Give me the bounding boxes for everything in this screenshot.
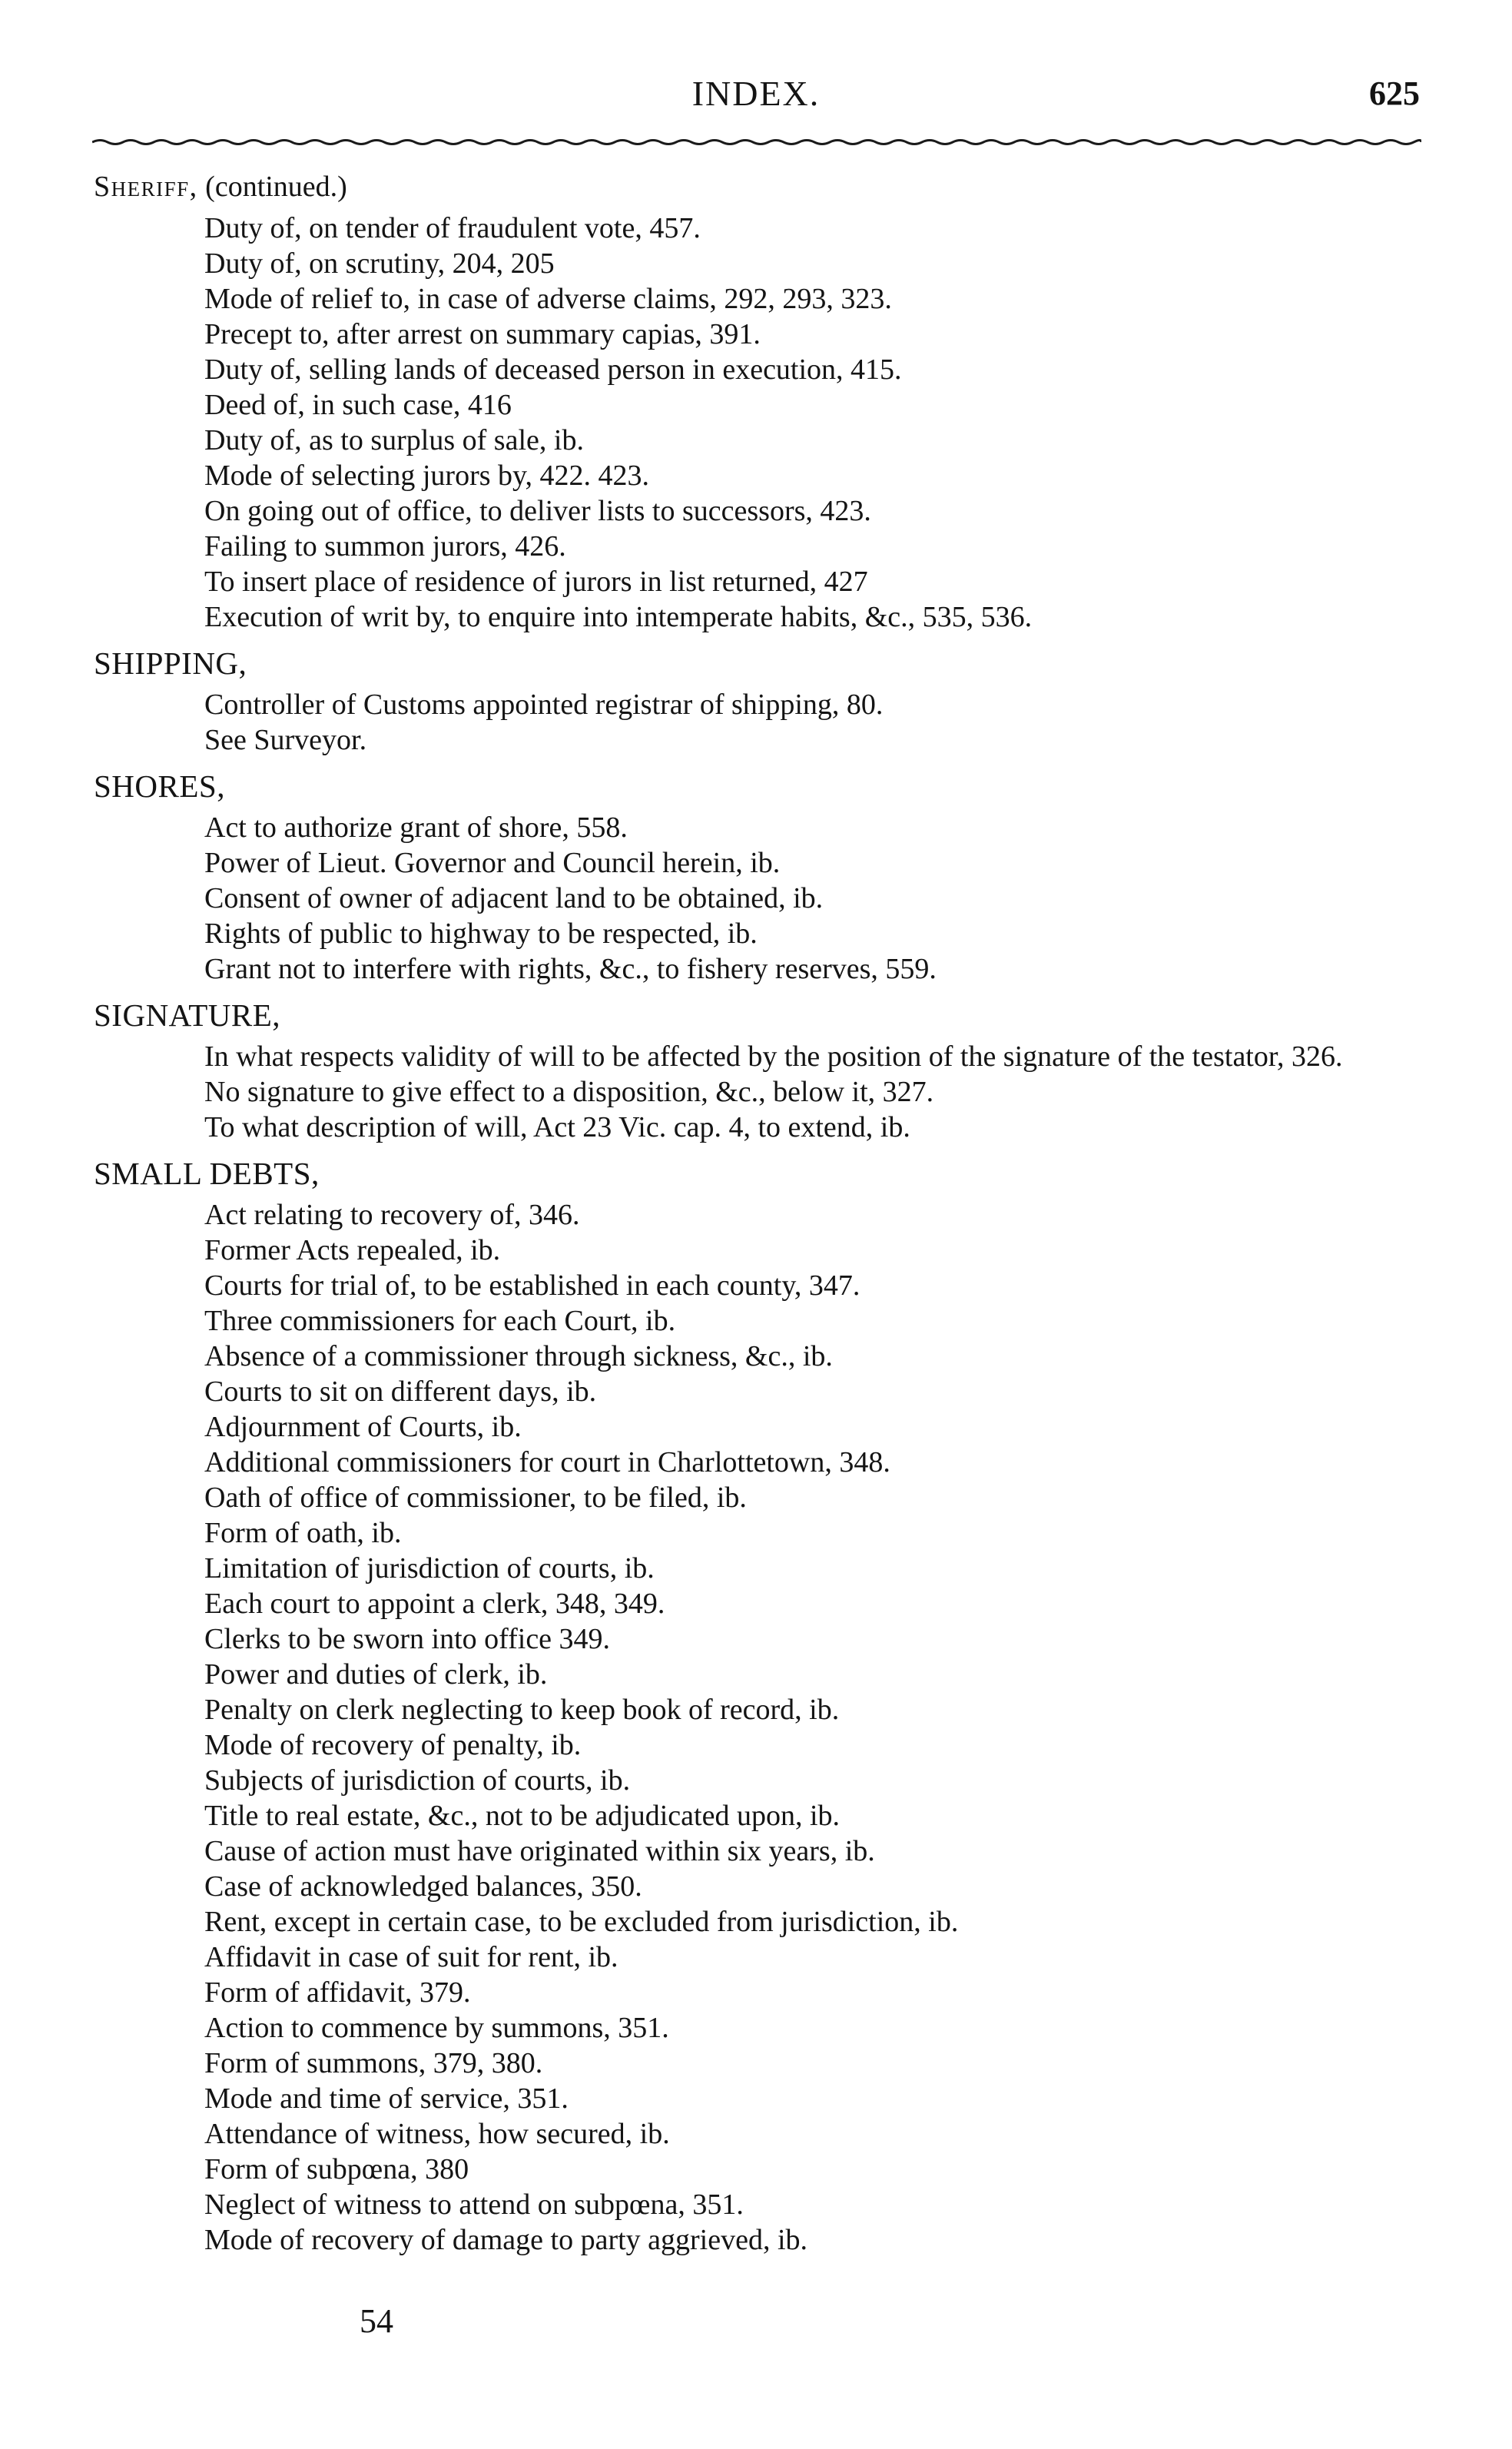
subentry-line: Action to commence by summons, 351. [204, 2012, 669, 2044]
subentry-line: Precept to, after arrest on summary capias, 391. [204, 318, 761, 350]
entry-heading-text: SHIPPING, [94, 645, 247, 681]
entry-subentries [94, 211, 1438, 635]
subentry-line: Penalty on clerk neglecting to keep book of record, ib. [204, 1694, 840, 1726]
subentry-line: Duty of, on scrutiny, 204, 205 [204, 247, 555, 280]
subentry-line: Each court to appoint a clerk, 348, 349. [204, 1588, 665, 1620]
index-entry [94, 1156, 1438, 2258]
entry-subentries [94, 687, 1438, 758]
subentry-line: Form of subpœna, 380 [204, 2153, 469, 2185]
subentry-line: No signature to give effect to a disposition, &c., below it, 327. [204, 1076, 934, 1108]
subentry-line: Cause of action must have originated within six years, ib. [204, 1835, 875, 1867]
subentry-line: Execution of writ by, to enquire into intemperate habits, &c., 535, 536. [204, 601, 1033, 633]
subentry-line: Courts for trial of, to be established in each county, 347. [204, 1269, 860, 1302]
subentry-line: Form of summons, 379, 380. [204, 2047, 543, 2079]
entry-heading [94, 1156, 1438, 1197]
entry-subentries [94, 1039, 1438, 1145]
subentry-line: Title to real estate, &c., not to be adjudicated upon, ib. [204, 1800, 841, 1832]
subentry-line: Act to authorize grant of shore, 558. [204, 811, 628, 844]
subentry-line: See Surveyor. [204, 724, 367, 756]
subentry-line: Additional commissioners for court in Charlottetown, 348. [204, 1446, 890, 1478]
subentry-line: Clerks to be sworn into office 349. [204, 1623, 611, 1655]
subentry-line: Duty of, as to surplus of sale, ib. [204, 424, 584, 456]
subentry-line: Act relating to recovery of, 346. [204, 1199, 580, 1231]
subentry-line: Limitation of jurisdiction of courts, ib. [204, 1552, 655, 1585]
entry-subentries [94, 1197, 1438, 2258]
subentry-line: Consent of owner of adjacent land to be obtained, ib. [204, 882, 824, 914]
subentry-line: Controller of Customs appointed registrar of shipping, 80. [204, 689, 884, 721]
subentry-line: Subjects of jurisdiction of courts, ib. [204, 1764, 631, 1797]
entry-subentries [94, 810, 1438, 987]
subentry-line: On going out of office, to deliver lists to successors, 423. [204, 495, 871, 527]
index-entry [94, 768, 1438, 987]
subentry-line: Oath of office of commissioner, to be filed, ib. [204, 1482, 747, 1514]
subentry-line: Mode of relief to, in case of adverse claims, 292, 293, 323. [204, 283, 892, 315]
subentry-line: Courts to sit on different days, ib. [204, 1375, 597, 1408]
subentry-line: Grant not to interfere with rights, &c., to fishery reserves, 559. [204, 953, 937, 985]
subentry-line: To insert place of residence of jurors in list returned, 427 [204, 566, 868, 598]
subentry-line: Form of oath, ib. [204, 1517, 402, 1549]
entry-heading [94, 997, 1438, 1039]
subentry-line: In what respects validity of will to be affected by the position of the signature of the testator, 326. [204, 1040, 1343, 1073]
subentry-line: Duty of, selling lands of deceased person in execution, 415. [204, 353, 902, 386]
subentry-line: Rights of public to highway to be respected, ib. [204, 918, 758, 950]
entry-heading-text: SMALL DEBTS, [94, 1156, 320, 1191]
subentry-line: Attendance of witness, how secured, ib. [204, 2118, 670, 2150]
subentry-line: Absence of a commissioner through sickness, &c., ib. [204, 1340, 833, 1372]
index-entry [94, 997, 1438, 1145]
subentry-line: Power and duties of clerk, ib. [204, 1658, 548, 1691]
subentry-line: Rent, except in certain case, to be excluded from jurisdiction, ib. [204, 1906, 959, 1938]
entry-heading [94, 169, 1438, 211]
subentry-line: Failing to summon jurors, 426. [204, 530, 566, 562]
index-entry [94, 169, 1438, 635]
subentry-line: Adjournment of Courts, ib. [204, 1411, 522, 1443]
index-entry [94, 645, 1438, 758]
subentry-line: Mode of recovery of damage to party aggrieved, ib. [204, 2224, 808, 2256]
subentry-line: Form of affidavit, 379. [204, 1976, 471, 2009]
running-head [0, 71, 1512, 117]
subentry-line: Mode of selecting jurors by, 422. 423. [204, 460, 650, 492]
entry-heading-text: SHORES, [94, 768, 225, 804]
signature-folio: 54 [360, 2302, 393, 2340]
entry-heading-note: (continued.) [197, 171, 347, 203]
subentry-line: Duty of, on tender of fraudulent vote, 457. [204, 212, 701, 244]
entry-heading-text: Sheriff, [94, 171, 198, 203]
subentry-line: Power of Lieut. Governor and Council herein, ib. [204, 847, 781, 879]
header-rule [92, 137, 1421, 148]
subentry-line: Former Acts repealed, ib. [204, 1234, 501, 1266]
subentry-line: Deed of, in such case, 416 [204, 389, 512, 421]
entry-heading [94, 645, 1438, 687]
running-title: INDEX. [691, 74, 821, 113]
subentry-line: Affidavit in case of suit for rent, ib. [204, 1941, 618, 1973]
index-entries [94, 169, 1438, 2258]
subentry-line: Mode of recovery of penalty, ib. [204, 1729, 582, 1761]
subentry-line: Neglect of witness to attend on subpœna, 351. [204, 2189, 744, 2221]
entry-heading-text: SIGNATURE, [94, 997, 281, 1033]
subentry-line: Case of acknowledged balances, 350. [204, 1870, 642, 1903]
subentry-line: Mode and time of service, 351. [204, 2082, 569, 2115]
page-number: 625 [1369, 75, 1420, 112]
subentry-line: To what description of will, Act 23 Vic. cap. 4, to extend, ib. [204, 1111, 910, 1143]
entry-heading [94, 768, 1438, 810]
subentry-line: Three commissioners for each Court, ib. [204, 1305, 676, 1337]
